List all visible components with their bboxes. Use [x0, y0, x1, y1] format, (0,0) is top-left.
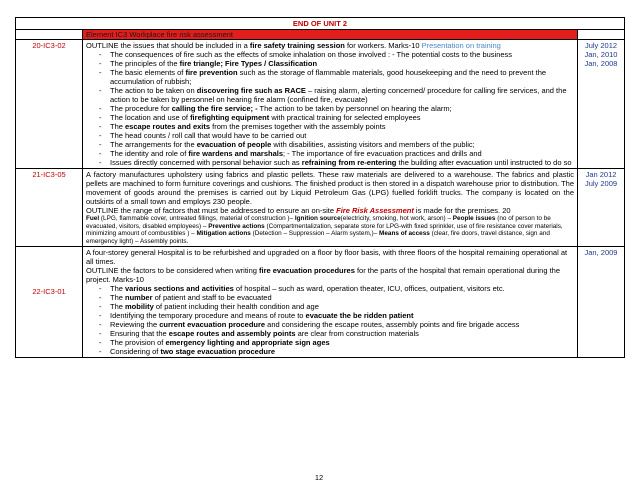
answer-point: - Identifying the temporary procedure and means of route to evacuate the be ridden patient	[86, 311, 574, 320]
training-link[interactable]: Presentation on training	[421, 41, 501, 50]
answer-point: - The consequences of fire such as the effects of smoke inhalation on those involved : - The potential costs to the business	[86, 50, 574, 59]
answer-point: - Considering of two stage evacuation procedure	[86, 347, 574, 356]
unit-end-heading: END OF UNIT 2	[16, 18, 625, 30]
question-outline: OUTLINE the range of factors that must be addressed to ensure an on-site Fire Risk Assessment is made for the premises. 20	[86, 206, 511, 215]
answer-point: - The location and use of firefighting equipment with practical training for selected employees	[86, 113, 574, 122]
question-row-2	[16, 169, 625, 247]
answer-point: - The procedure for calling the fire service; - The action to be taken by personnel on hearing the alarm;	[86, 104, 574, 113]
question-code: 20-IC3-02	[16, 40, 83, 169]
question-row-3	[16, 247, 625, 358]
answer-point: - The number of patient and staff to be evacuated	[86, 293, 574, 302]
answer-list	[86, 50, 574, 167]
answer-point: - Ensuring that the escape routes and assembly points are clear from construction materials	[86, 329, 574, 338]
question-code: 21-IC3-05	[16, 169, 83, 247]
answer-summary: Fuel (LPG, flammable cover, untreated fillings, material of construction )– Ignition source(electricity, smoking, hot work, arson) – People issues (no of person to be evacuated, visitors, disabled employees) – Preventive actions (Compartmentalization, separate store for LPG-with fixed sprinkler, use of fire resistance cover materials, minimizing amount of combustibles ) – Mitigation actions (Detection – Suppression – Alarm system,)– Means of access (clear, fire doors, travel distance, sign and emergency light) – Assembly points.	[86, 215, 563, 245]
exam-date: July 2009	[584, 179, 618, 188]
question-code: 22-IC3-01	[16, 247, 83, 358]
exam-date: Jan, 2009	[584, 248, 618, 258]
answer-point: - The escape routes and exits from the premises together with the assembly points	[86, 122, 574, 131]
scenario-paragraph: A factory manufactures upholstery using fabrics and plastic pellets. These raw materials are delivered to a warehouse. The fabrics and plastic pellets are machined to form furniture coverings and cushions. The finished product is then stored in a dispatch warehouse prior to distribution. The movement of goods around the premises is carried out by Liquid Petroleum Gas (LPG) fuelled forklift trucks. The company is located on the outskirts of a small town and employs 230 people.	[86, 170, 574, 206]
answer-point: - The provision of emergency lighting and appropriate sign ages	[86, 338, 574, 347]
scenario-paragraph: A four-storey general Hospital is to be refurbished and upgraded on a floor by floor basis, with three floors of the hospital remaining operational at all times.	[86, 248, 568, 267]
exam-date: Jan 2012	[585, 170, 617, 179]
question-body	[83, 169, 578, 247]
element-bar: Element IC3 Workplace fire risk assessment	[83, 30, 578, 40]
answer-point: - The head counts / roll call that would have to be carried out	[86, 131, 574, 140]
answer-point: - Issues directly concerned with personal behavior such as refraining from re-entering the building after evacuation until instructed to do so	[86, 158, 574, 167]
answer-point: - The principles of the fire triangle; Fire Types / Classification	[86, 59, 574, 68]
exam-dates	[578, 40, 625, 169]
answer-list	[86, 284, 574, 356]
exam-question-table	[15, 17, 625, 358]
answer-point: - Reviewing the current evacuation procedure and considering the escape routes, assembly points and fire brigade access	[86, 320, 574, 329]
question-intro: OUTLINE the issues that should be included in a fire safety training session for workers. Marks-10 Presentation on training	[86, 41, 501, 50]
page-number: 12	[314, 473, 324, 482]
exam-date: Jan, 2010	[584, 50, 618, 59]
question-body	[83, 40, 578, 169]
header-row	[16, 18, 625, 30]
element-row	[16, 30, 625, 40]
exam-date: Jan, 2008	[584, 59, 618, 68]
answer-point: - The action to be taken on discovering fire such as RACE – raising alarm, alerting concerned/ procedure for calling fire services, and the action to be taken by personnel on hearing fire alarm (confined fire, evacuate)	[86, 86, 574, 104]
answer-point: - The identity and role of fire wardens and marshals; - The importance of fire evacuation practices and drills and	[86, 149, 574, 158]
exam-dates	[578, 169, 625, 247]
answer-point: - The mobility of patient including their health condition and age	[86, 302, 574, 311]
question-row-1	[16, 40, 625, 169]
answer-point: - The basic elements of fire prevention such as the storage of flammable materials, good housekeeping and the need to prevent the accumulation of rubbish;	[86, 68, 574, 86]
question-outline: OUTLINE the factors to be considered when writing fire evacuation procedures for the parts of the hospital that remain operational during the project. Marks-10	[86, 266, 561, 285]
answer-point: - The various sections and activities of hospital – such as ward, operation theater, ICU, offices, outpatient, visitors etc.	[86, 284, 574, 293]
exam-dates	[578, 247, 625, 358]
question-body	[83, 247, 578, 358]
exam-date: July 2012	[584, 41, 618, 50]
answer-point: - The arrangements for the evacuation of people with disabilities, assisting visitors and members of the public;	[86, 140, 574, 149]
